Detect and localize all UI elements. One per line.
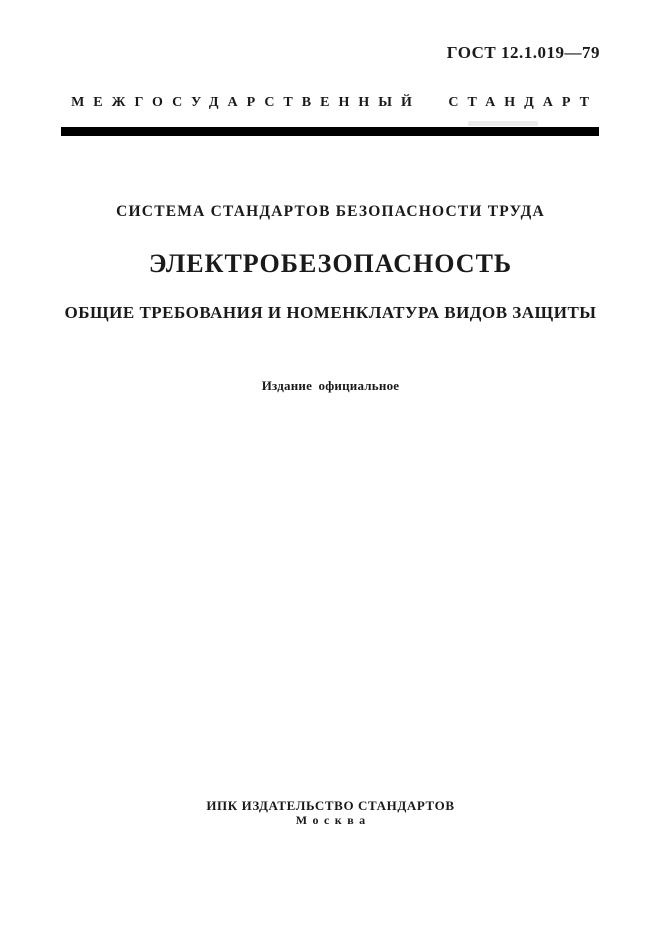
document-main-title: ЭЛЕКТРОБЕЗОПАСНОСТЬ [148,249,513,278]
publisher-name: ИПК ИЗДАТЕЛЬСТВО СТАНДАРТОВ [206,798,455,813]
standard-type-heading: МЕЖГОСУДАРСТВЕННЫЙ СТАНДАРТ [71,95,598,110]
document-subtitle: ОБЩИЕ ТРЕБОВАНИЯ И НОМЕНКЛАТУРА ВИДОВ ЗАЩИТЫ [64,303,597,322]
header-rule-bar [61,127,599,136]
standards-system-title: СИСТЕМА СТАНДАРТОВ БЕЗОПАСНОСТИ ТРУДА [116,203,545,220]
scan-artifact [468,121,538,126]
publisher-block [0,798,661,827]
official-edition-note: Издание официальное [261,378,400,393]
publisher-city: Москва [295,813,371,827]
document-number: ГОСТ 12.1.019—79 [446,43,600,62]
